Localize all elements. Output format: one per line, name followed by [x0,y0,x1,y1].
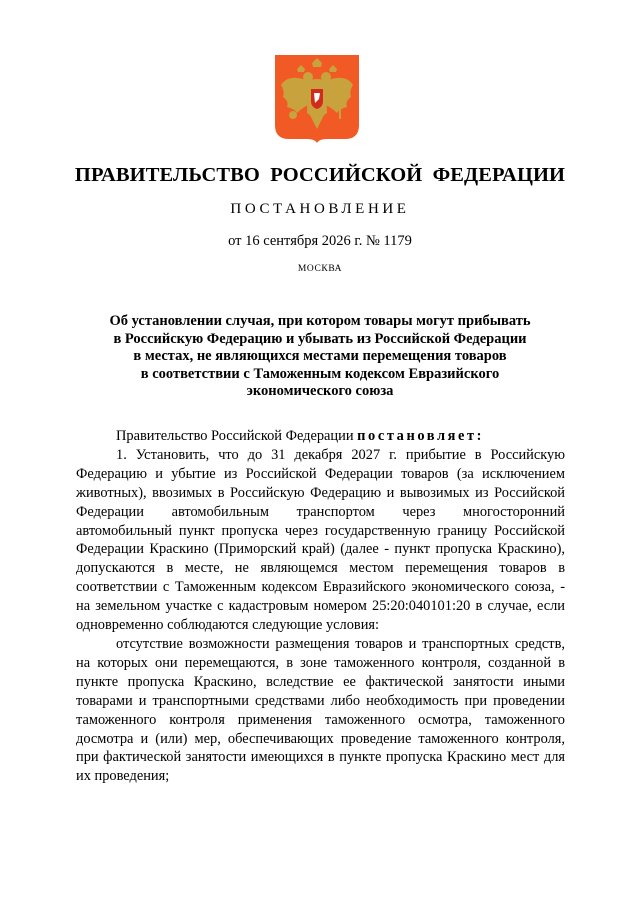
document-body [76,427,565,786]
subject-line: Об установлении случая, при котором товары могут прибывать [109,313,531,329]
subject-line: в местах, не являющихся местами перемещения товаров [133,348,507,364]
document-type: ПОСТАНОВЛЕНИЕ [230,201,410,217]
government-title: ПРАВИТЕЛЬСТВО РОССИЙСКОЙ ФЕДЕРАЦИИ [74,164,566,186]
subject-line: экономического союза [246,383,394,399]
document-subject [80,313,560,401]
preamble [76,427,565,446]
paragraph-2: отсутствие возможности размещения товаров и транспортных средств, на которых они перемещаются, в зоне таможенного контроля, созданной в пункте пропуска Краскино, вследствие ее фактической занятости иными товарами и транспортными средствами либо необходимость при проведении таможенного контроля применения таможенного осмотра, таможенного досмотра и (или) мер, обеспечивающих проведение таможенного контроля, при фактической занятости имеющихся в пункте пропуска Краскино мест для их проведения; [76,635,565,785]
coat-of-arms-icon [275,55,359,143]
subject-line: в соответствии с Таможенным кодексом Евразийского [140,365,500,382]
document-date-number: от 16 сентября 2026 г. № 1179 [228,233,412,249]
preamble-keyword: постановляет: [357,428,485,444]
issuing-city: МОСКВА [297,264,343,274]
preamble-text: Правительство Российской Федерации [116,428,358,444]
paragraph-1: 1. Установить, что до 31 декабря 2027 г. прибытие в Российскую Федерацию и убытие из Российской Федерации товаров (за исключением животных), ввозимых в Российскую Федерацию и вывозимых из Российской Федерации автомобильным транспортом через многосторонний автомобильный пункт пропуска через государственную границу Российской Федерации Краскино (Приморский край) (далее - пункт пропуска Краскино), допускаются в месте, не являющемся местом перемещения товаров в соответствии с Таможенным кодексом Евразийского экономического союза, - на земельном участке с кадастровым номером 25:20:040101:20 в случае, если одновременно соблюдаются следующие условия: [76,446,565,634]
subject-line: в Российскую Федерацию и убывать из Российской Федерации [113,330,527,347]
